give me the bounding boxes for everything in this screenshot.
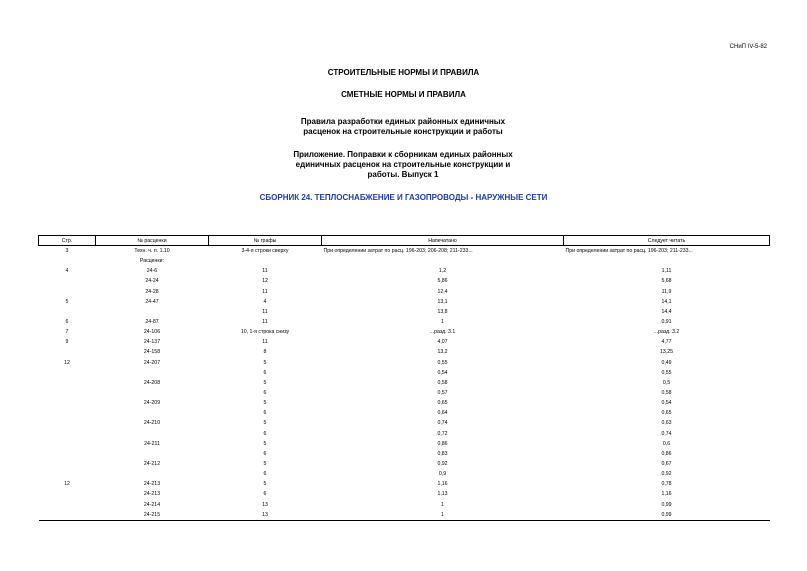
table-row xyxy=(39,256,770,266)
cell-column-number: 10, 1-я строка снизу xyxy=(240,329,290,336)
cell-column-number: 8 xyxy=(263,349,267,356)
cell-column-number: 11 xyxy=(262,308,268,315)
cell-page xyxy=(39,276,96,286)
cell-rate-number: 24-212 xyxy=(143,461,161,468)
cell-rate-number: 24-215 xyxy=(96,510,209,521)
cell-printed: 1 xyxy=(441,319,444,326)
cell-should-read: 0,6 xyxy=(662,440,671,447)
header-column-number: № графы xyxy=(209,236,322,246)
cell-rate-number: 24-24 xyxy=(145,278,159,285)
cell-rate-number xyxy=(96,469,209,479)
cell-column-number: 5 xyxy=(263,400,267,407)
cell-printed: 0,57 xyxy=(437,390,448,397)
cell-page xyxy=(39,408,96,418)
cell-column-number: 6 xyxy=(263,390,267,397)
cell-page xyxy=(39,429,96,439)
table-row xyxy=(39,337,770,347)
table-row xyxy=(39,429,770,439)
cell-column-number: 6 xyxy=(263,471,267,478)
cell-should-read: 1,11 xyxy=(661,268,672,275)
cell-printed: 0,58 xyxy=(437,379,448,386)
cell-should-read: 11,9 xyxy=(661,288,672,295)
table-header-row xyxy=(39,236,770,246)
cell-column-number: 13 xyxy=(209,510,322,521)
table-row xyxy=(39,266,770,276)
cell-printed: 0,74 xyxy=(437,420,448,427)
table-row xyxy=(39,287,770,297)
cell-page: 12 xyxy=(64,481,70,488)
header-rate-number: № расценки xyxy=(96,236,209,246)
cell-rate-number: 24-87 xyxy=(145,319,159,326)
cell-should-read: 0,5 xyxy=(662,379,671,386)
table-row xyxy=(39,510,770,521)
cell-should-read xyxy=(564,256,770,266)
cell-rate-number: 24-209 xyxy=(143,400,161,407)
table-row xyxy=(39,347,770,357)
table-row xyxy=(39,307,770,317)
cell-printed: 0,65 xyxy=(437,400,448,407)
cell-column-number: 11 xyxy=(262,319,268,326)
cell-printed: 1,16 xyxy=(437,481,448,488)
cell-column-number: 5 xyxy=(263,420,267,427)
cell-column-number: 3-4-я строки сверху xyxy=(241,248,289,255)
cell-column-number: 5 xyxy=(263,379,267,386)
table-row xyxy=(39,479,770,489)
cell-should-read: 5,68 xyxy=(661,278,672,285)
document-code: СНиП IV-5-82 xyxy=(729,44,767,50)
cell-printed: 4,07 xyxy=(437,339,448,346)
table-row xyxy=(39,378,770,388)
cell-page: 4 xyxy=(65,268,69,275)
cell-should-read: 0,91 xyxy=(661,319,672,326)
table-body xyxy=(39,246,770,521)
cell-rate-number: 24-28 xyxy=(145,288,159,295)
cell-page xyxy=(39,256,96,266)
cell-page: 12 xyxy=(64,359,70,366)
cell-should-read: 0,65 xyxy=(661,410,672,417)
cell-page xyxy=(39,469,96,479)
cell-should-read: 0,92 xyxy=(661,471,672,478)
cell-printed xyxy=(322,256,564,266)
appendix-title: Приложение. Поправки к сборникам единых районных единичных расценок на строительные конструкции и работы. Выпуск 1 xyxy=(293,150,513,179)
cell-rate-number xyxy=(96,408,209,418)
table-row xyxy=(39,246,770,257)
cell-printed: 0,86 xyxy=(437,440,448,447)
table-row xyxy=(39,469,770,479)
cell-page: 5 xyxy=(65,298,69,305)
header-should-read: Следует читать xyxy=(564,236,770,246)
corrections-table xyxy=(38,235,770,521)
cell-column-number: 6 xyxy=(263,369,267,376)
cell-printed: 0,64 xyxy=(437,410,448,417)
cell-rate-number: Расценки: xyxy=(139,258,165,265)
cell-should-read: 0,99 xyxy=(661,501,672,508)
cell-printed: 0,9 xyxy=(438,471,447,478)
cell-rate-number: 24-211 xyxy=(144,440,160,447)
header-page: Стр. xyxy=(39,236,96,246)
cell-should-read: ...разд. 3.2 xyxy=(653,329,680,336)
cell-rate-number xyxy=(96,307,209,317)
cell-printed: 1,13 xyxy=(437,491,448,498)
cell-page: 3 xyxy=(65,248,69,255)
cell-printed: 1 xyxy=(322,510,564,521)
cell-page xyxy=(39,307,96,317)
table-row xyxy=(39,439,770,449)
cell-column-number: 5 xyxy=(263,359,267,366)
cell-should-read: 0,67 xyxy=(661,461,672,468)
cell-should-read: 4,77 xyxy=(661,339,672,346)
cell-should-read: 0,78 xyxy=(661,481,672,488)
cell-page xyxy=(39,287,96,297)
cell-should-read: 0,74 xyxy=(661,430,672,437)
cell-page: 7 xyxy=(65,329,69,336)
cell-should-read: При определении затрат по расц. 196-203; 211-233... xyxy=(565,248,693,255)
cell-page xyxy=(39,418,96,428)
cell-printed: 0,83 xyxy=(437,450,448,457)
collection-title: СБОРНИК 24. ТЕПЛОСНАБЖЕНИЕ И ГАЗОПРОВОДЫ - НАРУЖНЫЕ СЕТИ xyxy=(259,193,548,202)
cell-column-number: 6 xyxy=(263,450,267,457)
table-row xyxy=(39,408,770,418)
main-title: СТРОИТЕЛЬНЫЕ НОРМЫ И ПРАВИЛА xyxy=(327,68,480,77)
cell-should-read: 14,1 xyxy=(661,298,672,305)
cell-rate-number: 24-137 xyxy=(143,339,161,346)
cell-page xyxy=(39,449,96,459)
cell-rate-number: 24-47 xyxy=(145,298,159,305)
cell-printed: 0,55 xyxy=(437,359,448,366)
cell-printed: 1,2 xyxy=(438,268,447,275)
cell-column-number: 6 xyxy=(263,430,267,437)
cell-printed: 0,54 xyxy=(437,369,448,376)
table-row xyxy=(39,418,770,428)
table-row xyxy=(39,327,770,337)
cell-printed: 0,92 xyxy=(437,461,448,468)
cell-rate-number xyxy=(96,388,209,398)
cell-column-number: 11 xyxy=(262,339,268,346)
cell-printed: ...разд. 3.1 xyxy=(429,329,456,336)
cell-page xyxy=(39,378,96,388)
cell-printed: 0,72 xyxy=(437,430,448,437)
cell-rate-number: Техн. ч. п. 1.10 xyxy=(134,248,170,255)
cell-rate-number: 24-6 xyxy=(146,268,158,275)
cell-rate-number: 24-106 xyxy=(143,329,161,336)
header-printed: Напечатано xyxy=(322,236,564,246)
cell-printed: 1 xyxy=(441,501,444,508)
cell-should-read: 0,99 xyxy=(564,510,770,521)
cell-rate-number xyxy=(96,429,209,439)
rules-title: Правила разработки единых районных единичных расценок на строительные конструкции и работы xyxy=(300,117,506,136)
cell-rate-number: 24-208 xyxy=(143,379,161,386)
cell-rate-number: 24-213 xyxy=(143,491,161,498)
cell-rate-number: 24-214 xyxy=(143,501,161,508)
table-row xyxy=(39,489,770,499)
cell-column-number: 12 xyxy=(262,278,268,285)
table-row xyxy=(39,297,770,307)
cell-rate-number: 24-213 xyxy=(143,481,161,488)
cell-column-number: 6 xyxy=(263,410,267,417)
cell-column-number: 11 xyxy=(262,288,268,295)
cell-column-number: 11 xyxy=(262,268,268,275)
cell-printed: 13,1 xyxy=(437,298,448,305)
cell-column-number xyxy=(209,256,322,266)
cell-should-read: 0,58 xyxy=(661,390,672,397)
cell-should-read: 0,55 xyxy=(661,369,672,376)
cell-page xyxy=(39,439,96,449)
cell-page xyxy=(39,398,96,408)
cell-column-number: 5 xyxy=(263,461,267,468)
cell-rate-number xyxy=(96,449,209,459)
cell-should-read: 0,63 xyxy=(661,420,672,427)
cell-page: 6 xyxy=(65,319,69,326)
table-row xyxy=(39,276,770,286)
cell-column-number: 5 xyxy=(263,481,267,488)
cell-printed: 13,8 xyxy=(437,308,448,315)
cell-page xyxy=(39,489,96,499)
table-row xyxy=(39,368,770,378)
table-row xyxy=(39,449,770,459)
cell-column-number: 4 xyxy=(263,298,267,305)
cell-should-read: 1,16 xyxy=(661,491,672,498)
cell-page xyxy=(39,510,96,521)
table-row xyxy=(39,317,770,327)
cell-page xyxy=(39,368,96,378)
cell-printed: 12,4 xyxy=(437,288,448,295)
cell-should-read: 0,49 xyxy=(661,359,672,366)
table-row xyxy=(39,398,770,408)
cell-should-read: 0,54 xyxy=(661,400,672,407)
cell-should-read: 14,4 xyxy=(661,308,672,315)
cell-page xyxy=(39,459,96,469)
cell-printed: 13,2 xyxy=(437,349,448,356)
cell-page xyxy=(39,347,96,357)
cell-rate-number: 24-210 xyxy=(143,420,161,427)
table-row xyxy=(39,358,770,368)
cell-printed: 5,86 xyxy=(437,278,448,285)
cell-printed: При определении затрат по расц. 196-203; 206-208; 211-233... xyxy=(323,248,473,255)
cell-column-number: 5 xyxy=(263,440,267,447)
cell-rate-number: 24-158 xyxy=(143,349,161,356)
cell-rate-number: 24-207 xyxy=(143,359,161,366)
cell-should-read: 13,25 xyxy=(660,349,673,356)
table-row xyxy=(39,500,770,510)
cell-page xyxy=(39,388,96,398)
table-row xyxy=(39,388,770,398)
cell-column-number: 6 xyxy=(263,491,267,498)
table-row xyxy=(39,459,770,469)
cell-page: 9 xyxy=(65,339,69,346)
cell-column-number: 13 xyxy=(262,501,268,508)
cell-rate-number xyxy=(96,368,209,378)
cell-page xyxy=(39,500,96,510)
subtitle: СМЕТНЫЕ НОРМЫ И ПРАВИЛА xyxy=(341,90,466,99)
cell-should-read: 0,86 xyxy=(661,450,672,457)
